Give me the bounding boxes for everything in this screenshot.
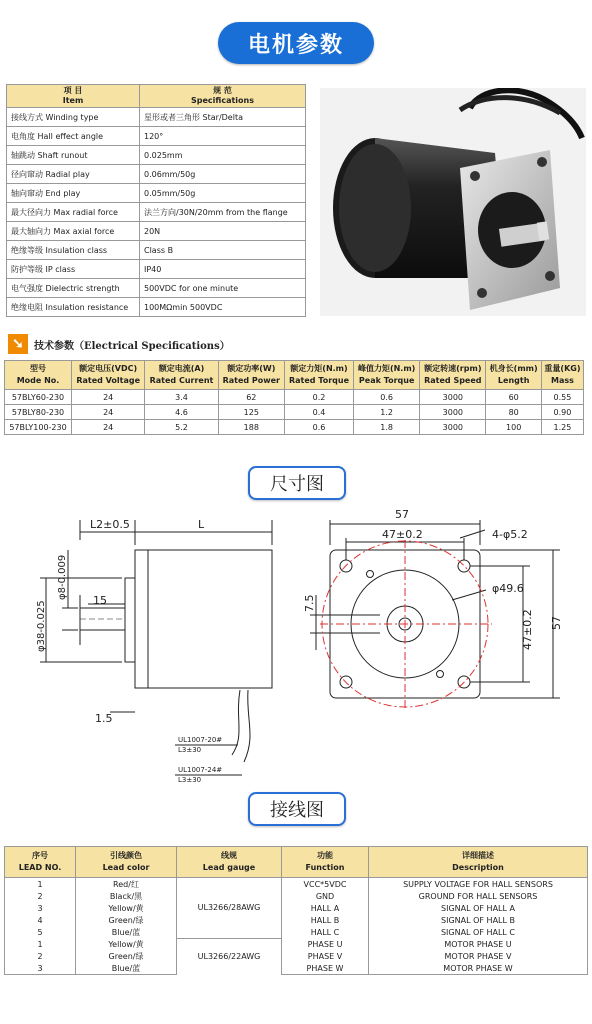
dim-1-5: 1.5	[95, 712, 113, 725]
col-function: 功能 Function	[282, 847, 369, 878]
dim-l2: L2±0.5	[90, 518, 130, 531]
table-row: 57BLY80-230 24 4.6 125 0.4 1.2 3000 80 0.90	[5, 405, 584, 420]
table-row: 轴跳动 Shaft runout 0.025mm	[7, 146, 306, 165]
dim-47-height: 47±0.2	[521, 609, 534, 650]
table-row: 轴向窜动 End play 0.05mm/50g	[7, 184, 306, 203]
table-row: 径向窜动 Radial play 0.06mm/50g	[7, 165, 306, 184]
table-row: 电气强度 Dielectric strength 500VDC for one minute	[7, 279, 306, 298]
gauge-hall: UL3266/28AWG	[177, 878, 282, 939]
dim-pcd: φ49.6	[492, 582, 524, 595]
col-rated-current: 额定电流(A) Rated Current	[145, 361, 218, 390]
col-lead-gauge: 线规 Lead gauge	[177, 847, 282, 878]
col-lead-no: 序号 LEAD NO.	[5, 847, 76, 878]
table-row: 1 Red/红 UL3266/28AWG VCC*5VDC SUPPLY VOLTAGE FOR HALL SENSORS	[5, 878, 588, 891]
table-row: 最大径向力 Max radial force 法兰方向/30N/20mm from the flange	[7, 203, 306, 222]
table-row: 4 Green/绿 HALL B SIGNAL OF HALL B	[5, 914, 588, 926]
electrical-spec-table	[4, 360, 584, 435]
col-mass: 重量(KG) Mass	[541, 361, 583, 390]
col-lead-color: 引线颜色 Lead color	[76, 847, 177, 878]
col-peak-torque: 峰值力矩(N.m) Peak Torque	[354, 361, 420, 390]
table-row: 最大轴向力 Max axial force 20N	[7, 222, 306, 241]
dimension-drawing	[0, 500, 592, 790]
table-row: 2 Green/绿 PHASE V MOTOR PHASE V	[5, 950, 588, 962]
cable1-spec: UL1007-20#	[178, 736, 223, 744]
table-row: 1 Yellow/黄 UL3266/22AWG PHASE U MOTOR PHASE U	[5, 938, 588, 950]
col-length: 机身长(mm) Length	[486, 361, 542, 390]
table-row: 2 Black/黑 GND GROUND FOR HALL SENSORS	[5, 890, 588, 902]
gauge-phase: UL3266/22AWG	[177, 938, 282, 975]
cable2-spec: UL1007-24#	[178, 766, 223, 774]
dim-15: 15	[93, 594, 107, 607]
table-row: 57BLY60-230 24 3.4 62 0.2 0.6 3000 60 0.55	[5, 390, 584, 405]
spec-head-item: 项 目 Item	[7, 85, 140, 108]
table-row: 电角度 Hall effect angle 120°	[7, 127, 306, 146]
table-row: 绝缘等级 Insulation class Class B	[7, 241, 306, 260]
lead-table	[4, 846, 588, 975]
dim-47-width: 47±0.2	[382, 528, 423, 541]
arrow-icon: ➘	[8, 334, 28, 354]
col-rated-voltage: 额定电压(VDC) Rated Voltage	[72, 361, 145, 390]
table-row: 3 Yellow/黄 HALL A SIGNAL OF HALL A	[5, 902, 588, 914]
elec-spec-heading	[8, 334, 230, 354]
dim-boss: φ38-0.025	[36, 600, 47, 652]
table-row: 接线方式 Winding type 星形或者三角形 Star/Delta	[7, 108, 306, 127]
motor-photo	[320, 88, 586, 316]
dim-7-5: 7.5	[303, 594, 316, 612]
dim-shaft: φ8-0.009	[57, 554, 68, 600]
dim-holes: 4-φ5.2	[492, 528, 528, 541]
table-row: 绝缘电阻 Insulation resistance 100MΩmin 500VDC	[7, 298, 306, 317]
dimension-heading: 尺寸图	[248, 466, 346, 500]
spec-head-spec: 规 范 Specifications	[140, 85, 306, 108]
table-row: 57BLY100-230 24 5.2 188 0.6 1.8 3000 100 1.25	[5, 420, 584, 435]
dim-57-height: 57	[550, 616, 563, 630]
dim-l: L	[198, 518, 205, 531]
table-row: 防护等级 IP class IP40	[7, 260, 306, 279]
page-title: 电机参数	[218, 22, 374, 64]
spec-table	[6, 84, 306, 317]
table-row: 3 Blue/蓝 PHASE W MOTOR PHASE W	[5, 962, 588, 975]
cable1-length: L3±30	[178, 746, 202, 754]
cable2-length: L3±30	[178, 776, 202, 784]
dim-57-width: 57	[395, 508, 409, 521]
col-rated-speed: 额定转速(rpm) Rated Speed	[420, 361, 486, 390]
wiring-heading: 接线图	[248, 792, 346, 826]
col-description: 详细描述 Description	[369, 847, 588, 878]
col-rated-power: 额定功率(W) Rated Power	[218, 361, 284, 390]
table-row: 5 Blue/蓝 HALL C SIGNAL OF HALL C	[5, 926, 588, 938]
elec-spec-title: 技术参数（Electrical Specifications）	[34, 340, 230, 352]
col-model: 型号 Mode No.	[5, 361, 72, 390]
col-rated-torque: 额定力矩(N.m) Rated Torque	[284, 361, 353, 390]
